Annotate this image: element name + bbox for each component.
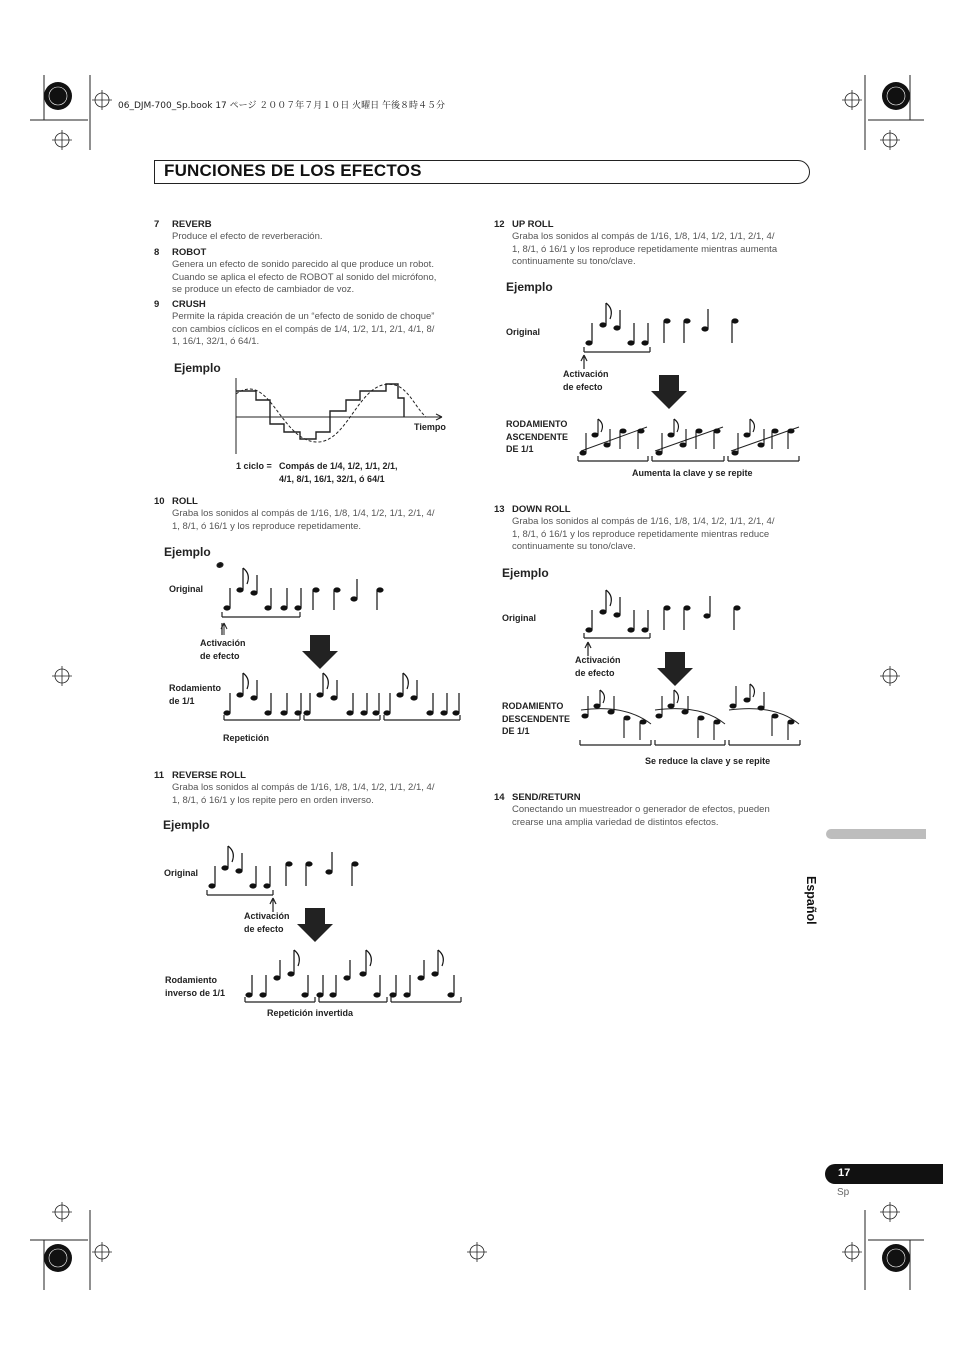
page-number: 17 bbox=[838, 1167, 851, 1179]
caption-label: Aumenta la clave y se repite bbox=[632, 468, 753, 478]
item-number: 11 bbox=[154, 770, 165, 781]
result-label: RODAMIENTO ASCENDENTE DE 1/1 bbox=[506, 419, 569, 454]
cycle-label: 1 ciclo = bbox=[236, 461, 272, 471]
item-body: Conectando un muestreador o generador de efectos, pueden crearse una amplia variedad de distintos efectos. bbox=[512, 804, 770, 828]
activation-label: Activación de efecto bbox=[244, 911, 290, 934]
caption-label: Se reduce la clave y se repite bbox=[645, 756, 771, 766]
roll-notes-diagram bbox=[220, 565, 470, 730]
original-label: Original bbox=[169, 584, 204, 594]
item-title: CRUSH bbox=[172, 299, 206, 310]
page-lang-code: Sp bbox=[837, 1187, 850, 1198]
example-heading: Ejemplo bbox=[174, 361, 221, 375]
up-roll-notes-diagram bbox=[575, 295, 810, 465]
item-body: Permite la rápida creación de un “efecto de sonido de choque” con cambios cíclicos en el compás de 1/4, 1/2, 1/1, 2/1, 4/1, 8/ 1, 16/1, 32/1, ó 64/1. bbox=[172, 311, 435, 347]
activation-label: Activación de efecto bbox=[200, 638, 246, 661]
result-label: RODAMIENTO DESCENDENTE DE 1/1 bbox=[502, 701, 571, 736]
example-heading: Ejemplo bbox=[506, 280, 553, 294]
item-title: UP ROLL bbox=[512, 219, 554, 230]
item-title: DOWN ROLL bbox=[512, 504, 571, 515]
item-number: 7 bbox=[154, 219, 160, 230]
activation-label: Activación de efecto bbox=[563, 369, 609, 392]
crush-waveform-diagram bbox=[230, 378, 450, 458]
reverse-roll-notes-diagram bbox=[205, 838, 470, 1008]
item-title: SEND/RETURN bbox=[512, 792, 581, 803]
item-number: 14 bbox=[494, 792, 505, 803]
original-label: Original bbox=[502, 613, 537, 623]
language-tab-label: Español bbox=[804, 876, 818, 925]
cycle-text: Compás de 1/4, 1/2, 1/1, 2/1, 4/1, 8/1, 16/1, 32/1, ó 64/1 bbox=[279, 461, 398, 484]
item-body: Graba los sonidos al compás de 1/16, 1/8, 1/4, 1/2, 1/1, 2/1, 4/ 1, 8/1, ó 16/1 y los reproduce repetidamente mientras reduce continuamente su tono/clave. bbox=[512, 516, 775, 552]
item-number: 12 bbox=[494, 219, 505, 230]
caption-label: Repetición invertida bbox=[267, 1008, 354, 1018]
item-body: Produce el efecto de reverberación. bbox=[172, 231, 323, 242]
item-body: Graba los sonidos al compás de 1/16, 1/8, 1/4, 1/2, 1/1, 2/1, 4/ 1, 8/1, ó 16/1 y los reproduce repetidamente. bbox=[172, 508, 435, 532]
original-label: Original bbox=[506, 327, 541, 337]
item-number: 9 bbox=[154, 299, 160, 310]
item-body: Graba los sonidos al compás de 1/16, 1/8, 1/4, 1/2, 1/1, 2/1, 4/ 1, 8/1, ó 16/1 y los reproduce repetidamente mientras aumenta continuamente su tono/clave. bbox=[512, 231, 778, 267]
result-label: Rodamiento inverso de 1/1 bbox=[165, 975, 226, 998]
result-label: Rodamiento de 1/1 bbox=[169, 683, 222, 706]
item-body: Genera un efecto de sonido parecido al que produce un robot. Cuando se aplica el efecto de ROBOT al sonido del micrófono, se produce un efecto de cambiador de voz. bbox=[172, 259, 437, 295]
item-number: 13 bbox=[494, 504, 505, 515]
language-tab-bar bbox=[826, 829, 926, 839]
print-line: 06_DJM-700_Sp.book 17 ページ ２００７年７月１０日 火曜日 午後８時４５分 bbox=[118, 101, 446, 111]
item-title: ROLL bbox=[172, 496, 198, 507]
example-heading: Ejemplo bbox=[164, 545, 211, 559]
item-title: REVERSE ROLL bbox=[172, 770, 246, 781]
item-title: ROBOT bbox=[172, 247, 207, 258]
item-number: 10 bbox=[154, 496, 165, 507]
time-axis-label: Tiempo bbox=[414, 422, 446, 432]
caption-label: Repetición bbox=[223, 733, 270, 743]
original-label: Original bbox=[164, 868, 199, 878]
example-heading: Ejemplo bbox=[502, 566, 549, 580]
example-heading: Ejemplo bbox=[163, 818, 210, 832]
item-body: Graba los sonidos al compás de 1/16, 1/8, 1/4, 1/2, 1/1, 2/1, 4/ 1, 8/1, ó 16/1 y los repite pero en orden inverso. bbox=[172, 782, 435, 806]
activation-label: Activación de efecto bbox=[575, 655, 621, 678]
down-roll-notes-diagram bbox=[575, 582, 810, 752]
item-title: REVERB bbox=[172, 219, 212, 230]
item-number: 8 bbox=[154, 247, 160, 258]
page-title: FUNCIONES DE LOS EFECTOS bbox=[164, 161, 422, 180]
